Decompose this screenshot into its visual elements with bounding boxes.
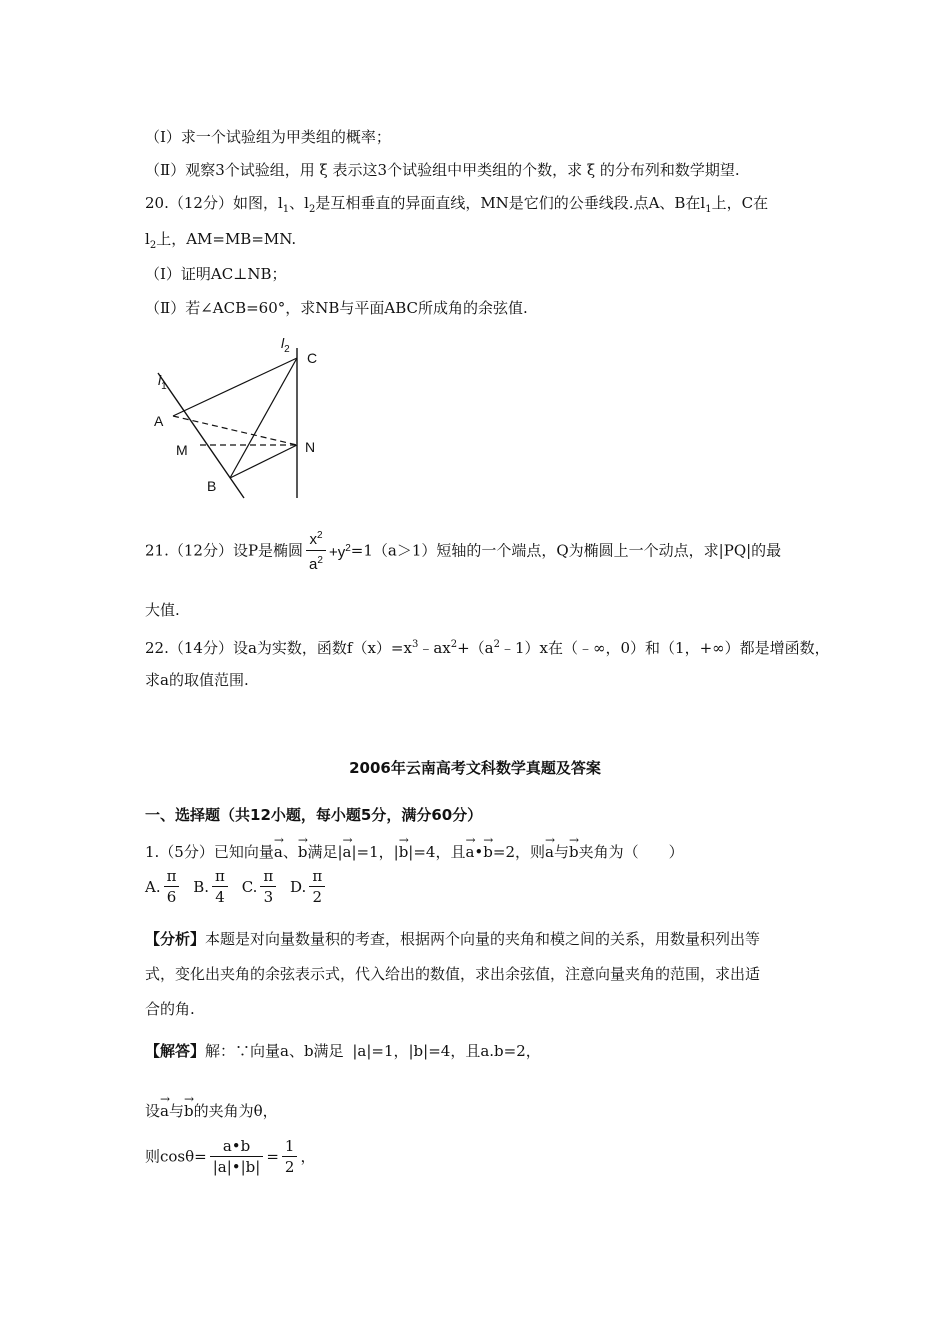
option-b[interactable]: B. $\frac{\pi}{4}$ — [193, 877, 231, 895]
option-d[interactable]: D. $\frac{\pi}{2}$ — [290, 877, 328, 895]
label-C: C — [307, 350, 318, 366]
analysis-line-1: 【分析】本题是对向量数量积的考查，根据两个向量的夹角和模之间的关系，用数量积列出等 — [145, 930, 761, 948]
label-l2: $l_2$ — [281, 335, 290, 355]
segment-BC — [230, 358, 297, 478]
page-title: 2006年云南高考文科数学真题及答案 — [349, 759, 601, 777]
question-20-part-1: （Ⅰ）证明AC⊥NB； — [145, 265, 287, 283]
option-c[interactable]: C. $\frac{\pi}{3}$ — [242, 877, 280, 895]
question-22-cont: 求a的取值范围. — [145, 671, 249, 689]
question-1-options — [145, 866, 328, 907]
label-B: B — [207, 478, 217, 494]
solution-line-1: 【解答】解：∵向量a、b满足 |a|=1，|b|=4，且a.b=2， — [145, 1042, 541, 1060]
solution-line-2: 设→ a与→ b的夹角为θ， — [145, 1095, 278, 1121]
segment-AC — [173, 358, 297, 416]
geometry-figure — [140, 328, 340, 503]
question-20-stem: 20.（12分）如图，$l_1$、$l_2$是互相垂直的异面直线，MN是它们的公垂线段.点A、B在$l_1$上，C在 — [145, 194, 769, 215]
option-a[interactable]: A. $\frac{\pi}{6}$ — [145, 877, 182, 895]
line-l1 — [158, 373, 244, 498]
section-heading: 一、选择题（共12小题，每小题5分，满分60分） — [145, 806, 483, 824]
segment-BN — [230, 445, 297, 478]
question-19-part-1: （Ⅰ）求一个试验组为甲类组的概率； — [145, 128, 391, 146]
label-N: N — [305, 439, 316, 455]
analysis-line-3: 合的角. — [145, 1000, 195, 1018]
question-21-cont: 大值. — [145, 601, 180, 619]
label-A: A — [154, 413, 164, 429]
label-l1: $l_1$ — [158, 372, 167, 392]
solution-line-3: 则cosθ= $\frac{a•b}{|a|•|b|}$ = $\frac{1}{2}$ ， — [145, 1137, 316, 1176]
label-M: M — [176, 442, 188, 458]
question-21-stem: 21.（12分）设P是椭圆 $\frac{x^2}{a^2}$ $+y^2=1(a>1)$短轴的一个端点，Q为椭圆上一个动点，求|PQ|的最 — [145, 526, 781, 575]
question-22-stem: 22.（14分）设a为实数，函数$f(x)=x^3﹣ax^2+(a^2﹣1)x$在（﹣∞，0）和（1，+∞）都是增函数， — [145, 639, 830, 657]
segment-AN — [173, 416, 297, 445]
question-19-part-2: （Ⅱ）观察3个试验组，用 ξ 表示这3个试验组中甲类组的个数，求 ξ 的分布列和数学期望. — [145, 161, 740, 179]
question-20-part-2: （Ⅱ）若∠ACB=60°，求NB与平面ABC所成角的余弦值. — [145, 299, 528, 317]
analysis-line-2: 式，变化出夹角的余弦表示式，代入给出的数值，求出余弦值，注意向量夹角的范围，求出适 — [145, 965, 761, 983]
question-1-stem: 1.（5分）已知向量→ a、→ b满足|→ a|=1，|→ b|=4，且→ a•→ b=2，则→ a与→ b夹角为（ ） — [145, 836, 684, 862]
question-20-stem-cont: $l_2$上，AM=MB=MN. — [145, 230, 297, 251]
